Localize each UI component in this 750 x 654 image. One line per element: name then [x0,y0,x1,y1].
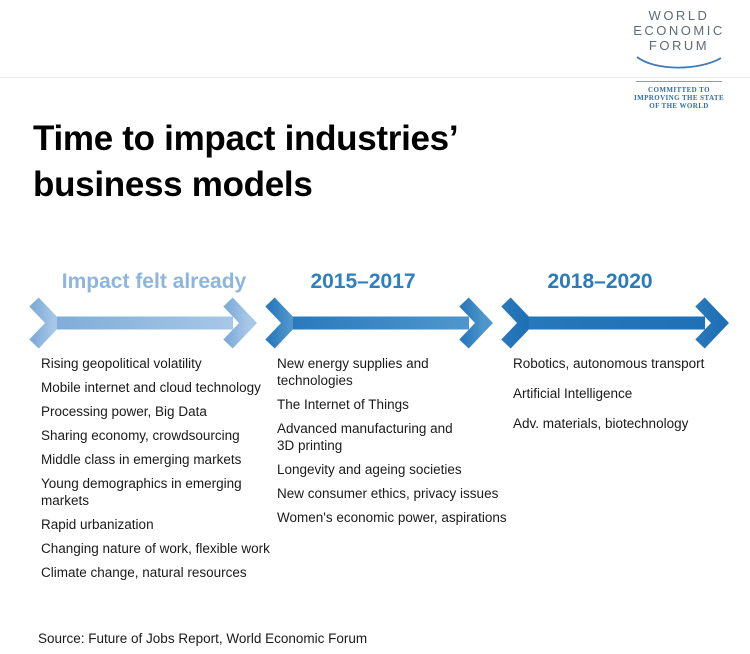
timeline-item: Artificial Intelligence [513,386,633,401]
phase-column-2015-2017 [264,270,507,533]
timeline-item: Women's economic power, aspirations [277,510,507,525]
page-title-line2: business models [33,165,313,204]
phase-column-impact-felt-already [28,270,270,588]
timeline-item: Middle class in emerging markets [41,452,242,467]
phase-label: 2015–2017 [310,270,416,293]
timeline-item: Robotics, autonomous transport [513,356,705,371]
logo-tagline-line: COMMITTED TO [648,86,710,94]
page-title-line1: Time to impact industries’ [33,119,459,158]
timeline-arrow [264,297,500,349]
timeline-item: The Internet of Things [277,397,409,412]
timeline-item: Longevity and ageing societies [277,462,462,477]
timeline-item: Sharing economy, crowdsourcing [41,428,240,443]
logo-tagline-line: IMPROVING THE STATE [633,94,725,102]
logo-tagline-line: OF THE WORLD [649,102,709,110]
timeline-item: Advanced manufacturing and 3D printing [277,421,453,453]
timeline-item: Rapid urbanization [41,517,154,532]
phase-label: 2018–2020 [547,270,653,293]
timeline-arrow [500,297,736,349]
source-note: Source: Future of Jobs Report, World Economic Forum [38,631,368,646]
timeline-item: Climate change, natural resources [41,565,247,580]
timeline-item: New consumer ethics, privacy issues [277,486,499,501]
timeline-item: New energy supplies and technologies [277,356,429,388]
logo-divider [636,81,722,82]
timeline-items [500,355,736,432]
timeline-item: Adv. materials, biotechnology [513,416,689,431]
page-title [33,116,458,208]
timeline-items [264,355,507,526]
logo-swoosh-icon [633,54,725,72]
timeline-item: Mobile internet and cloud technology [41,380,261,395]
phase-column-2018-2020 [500,270,736,445]
timeline-item: Rising geopolitical volatility [41,356,202,371]
logo-wordmark-line: WORLD [648,8,710,23]
timeline-arrow [28,297,264,349]
logo-wordmark-line: ECONOMIC [633,23,725,38]
timeline-item: Young demographics in emerging markets [41,476,242,508]
phase-label: Impact felt already [61,270,247,293]
timeline-item: Processing power, Big Data [41,404,207,419]
logo-wordmark-line: FORUM [648,38,710,53]
timeline-items [28,355,270,581]
wef-logo [620,8,738,110]
timeline-item: Changing nature of work, flexible work [41,541,270,556]
header-divider [0,77,750,78]
